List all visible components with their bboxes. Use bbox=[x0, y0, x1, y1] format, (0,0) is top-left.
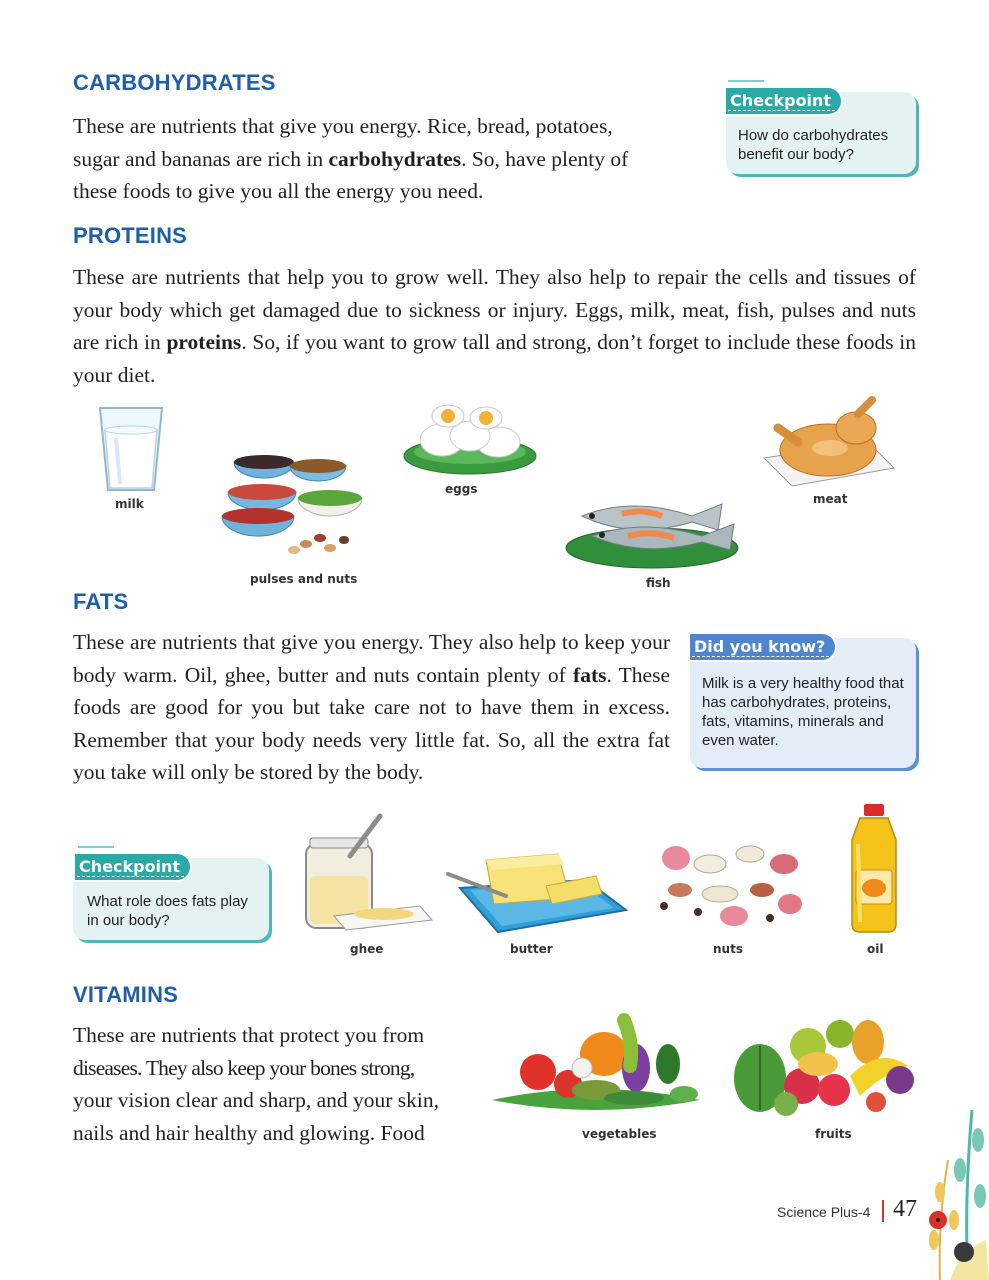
vitamins-line-3: your vision clear and sharp, and your skin, bbox=[73, 1088, 440, 1112]
pulses-caption: pulses and nuts bbox=[250, 572, 358, 586]
vitamins-line-1: These are nutrients that protect you from bbox=[73, 1023, 425, 1047]
oil-bottle-illustration bbox=[844, 804, 904, 934]
proteins-paragraph bbox=[73, 261, 916, 391]
vitamins-line-4: nails and hair healthy and glowing. Food bbox=[73, 1120, 425, 1145]
milk-caption: milk bbox=[115, 497, 144, 511]
milk-glass-illustration bbox=[96, 404, 166, 496]
nuts-mix-illustration bbox=[650, 834, 806, 930]
checkpoint-1-question: How do carbohydrates benefit our body? bbox=[738, 127, 889, 163]
fats-text-b: . These foods are good for you but take care not to have them in excess. Remember that your body needs very little fat. So, all the extra fat you take will only be stored by the body. bbox=[73, 662, 670, 784]
fats-heading: FATS bbox=[73, 589, 129, 614]
carbohydrates-line-1: These are nutrients that give you energy. Rice, bread, potatoes, bbox=[73, 114, 613, 138]
did-you-know-text: Milk is a very healthy food that has carbohydrates, proteins, fats, vitamins, minerals and even water. bbox=[702, 675, 904, 749]
vitamins-line-2: diseases. They also keep your bones strong, bbox=[73, 1055, 415, 1080]
corner-plant-decoration bbox=[920, 1100, 989, 1280]
ghee-caption: ghee bbox=[350, 942, 384, 956]
checkpoint-1-tab-line bbox=[728, 80, 764, 82]
vegetables-illustration bbox=[484, 1014, 708, 1124]
butter-dish-illustration bbox=[446, 846, 632, 936]
checkpoint-2-tab bbox=[73, 854, 190, 880]
pulses-bowls-illustration bbox=[220, 448, 365, 560]
checkpoint-2-question: What role does fats play in our body? bbox=[87, 893, 248, 929]
footer-book-title: Science Plus-4 bbox=[777, 1204, 871, 1220]
carbohydrates-line-3: these foods to give you all the energy you need. bbox=[73, 179, 484, 203]
carbohydrates-term: carbohydrates bbox=[328, 146, 462, 171]
proteins-text-a: These are nutrients that help you to grow well. They also help to repair the cells and tissues of your body which get damaged due to sickness or injury. Eggs, milk, meat, fish, pulses and nuts are rich in bbox=[73, 265, 916, 354]
fats-paragraph bbox=[73, 626, 670, 789]
meat-caption: meat bbox=[813, 492, 848, 506]
proteins-heading: PROTEINS bbox=[73, 223, 188, 248]
checkpoint-1-label: Checkpoint bbox=[730, 91, 832, 110]
checkpoint-2-label: Checkpoint bbox=[79, 857, 181, 876]
butter-caption: butter bbox=[510, 942, 553, 956]
vitamins-paragraph bbox=[73, 1019, 475, 1149]
fruits-caption: fruits bbox=[815, 1127, 852, 1141]
eggs-plate-illustration bbox=[402, 400, 538, 480]
fish-plate-illustration bbox=[562, 492, 752, 570]
fats-text-a: These are nutrients that give you energy. They also help to keep your body warm. Oil, ghee, butter and nuts contain plenty of bbox=[73, 630, 670, 687]
page-number: 47 bbox=[893, 1196, 917, 1222]
nuts-caption: nuts bbox=[713, 942, 743, 956]
proteins-term: proteins bbox=[166, 330, 242, 354]
fruits-illustration bbox=[730, 1006, 920, 1122]
carbohydrates-heading: CARBOHYDRATES bbox=[73, 70, 276, 95]
checkpoint-2-tab-line bbox=[78, 846, 114, 848]
did-you-know-tab bbox=[688, 634, 835, 660]
fish-caption: fish bbox=[646, 576, 671, 590]
carbohydrates-paragraph bbox=[73, 110, 713, 208]
ghee-jar-illustration bbox=[300, 816, 440, 934]
proteins-text-b: . So, if you want to grow tall and strong, don’t forget to include these foods in your diet. bbox=[73, 330, 916, 387]
vegetables-caption: vegetables bbox=[582, 1127, 657, 1141]
carbohydrates-line-2a: sugar and bananas are rich in bbox=[73, 146, 329, 171]
did-you-know-label: Did you know? bbox=[694, 637, 826, 656]
oil-caption: oil bbox=[867, 942, 884, 956]
footer-divider bbox=[882, 1200, 884, 1222]
checkpoint-1-tab bbox=[724, 88, 841, 114]
vitamins-heading: VITAMINS bbox=[73, 982, 179, 1007]
carbohydrates-line-2b: . So, have plenty of bbox=[461, 146, 629, 171]
eggs-caption: eggs bbox=[445, 482, 478, 496]
fats-term: fats bbox=[573, 662, 607, 687]
meat-chicken-illustration bbox=[758, 398, 898, 490]
